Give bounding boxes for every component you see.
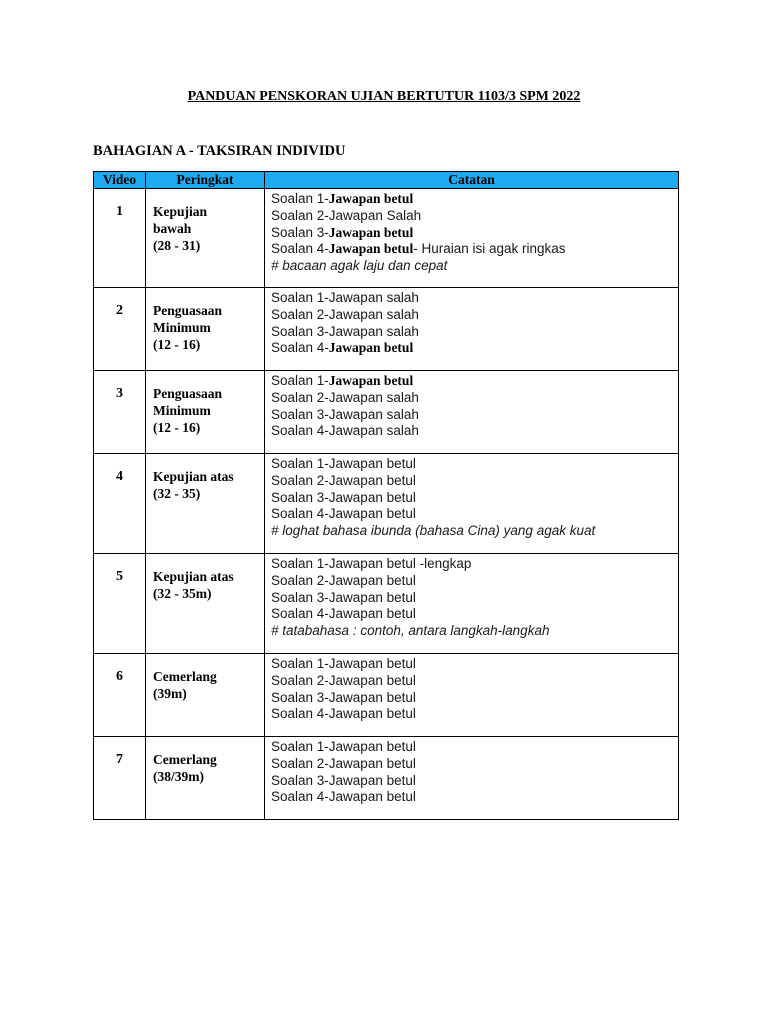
note-prefix: Soalan 4-Jawapan betul xyxy=(271,506,416,522)
grade-line: (28 - 31) xyxy=(153,238,201,253)
note-prefix: Soalan 2-Jawapan salah xyxy=(271,389,419,405)
note-answer-bold: Jawapan betul xyxy=(328,191,414,206)
header-video: Video xyxy=(94,172,146,189)
note-prefix: Soalan 3-Jawapan salah xyxy=(271,406,419,422)
note-line xyxy=(271,307,674,324)
grade-cell xyxy=(146,189,265,288)
note-prefix: Soalan 4-Jawapan betul xyxy=(271,706,416,722)
note-line xyxy=(271,456,674,473)
header-notes: Catatan xyxy=(265,172,679,189)
notes-cell xyxy=(265,654,679,737)
video-number: 6 xyxy=(94,654,146,737)
remark-line: # bacaan agak laju dan cepat xyxy=(271,258,448,274)
note-prefix: Soalan 1- xyxy=(271,191,329,206)
note-prefix: Soalan 4-Jawapan betul xyxy=(271,789,416,805)
video-number: 5 xyxy=(94,554,146,654)
note-line xyxy=(271,191,674,208)
note-answer-bold: Jawapan betul xyxy=(328,241,414,257)
grade-line: (32 - 35m) xyxy=(153,586,212,601)
notes-cell xyxy=(265,371,679,454)
note-prefix: Soalan 4- xyxy=(271,340,329,356)
note-prefix: Soalan 1- xyxy=(271,373,329,388)
note-prefix: Soalan 3-Jawapan betul xyxy=(271,772,416,788)
note-prefix: Soalan 4-Jawapan betul xyxy=(271,606,416,622)
note-answer-bold: Jawapan betul xyxy=(328,224,414,240)
note-line xyxy=(271,506,674,523)
remark-line: # tatabahasa : contoh, antara langkah-langkah xyxy=(271,623,550,639)
grade-line: (32 - 35) xyxy=(153,486,201,501)
grade-line: (12 - 16) xyxy=(153,337,201,352)
note-prefix: Soalan 1-Jawapan betul -lengkap xyxy=(271,556,472,571)
note-line xyxy=(271,473,674,490)
grade-line: (38/39m) xyxy=(153,769,204,784)
note-line xyxy=(271,208,674,225)
grade-cell xyxy=(146,454,265,554)
note-answer-bold: Jawapan betul xyxy=(328,340,414,356)
note-line xyxy=(271,290,674,307)
grade-line: Cemerlang xyxy=(153,752,217,767)
grade-line: Kepujian xyxy=(153,204,208,219)
notes-cell xyxy=(265,288,679,371)
note-line xyxy=(271,756,674,773)
table-row xyxy=(94,454,679,554)
notes-cell xyxy=(265,454,679,554)
grade-cell xyxy=(146,288,265,371)
note-prefix: Soalan 1-Jawapan betul xyxy=(271,456,416,471)
note-line xyxy=(271,324,674,341)
note-prefix: Soalan 2-Jawapan salah xyxy=(271,306,419,322)
grade-line: Minimum xyxy=(153,403,211,418)
grade-cell xyxy=(146,371,265,454)
grade-cell xyxy=(146,737,265,820)
note-line xyxy=(271,590,674,607)
document-title: PANDUAN PENSKORAN UJIAN BERTUTUR 1103/3 SPM 2022 xyxy=(187,89,581,104)
note-line xyxy=(271,241,674,258)
note-prefix: Soalan 1-Jawapan betul xyxy=(271,656,416,671)
grade-line: Penguasaan xyxy=(153,386,223,401)
header-grade: Peringkat xyxy=(146,172,265,189)
grade-line: Penguasaan xyxy=(153,303,223,318)
grade-cell xyxy=(146,654,265,737)
note-prefix: Soalan 3-Jawapan betul xyxy=(271,489,416,505)
grade-line: Kepujian atas xyxy=(153,469,234,484)
note-prefix: Soalan 3-Jawapan salah xyxy=(271,323,419,339)
note-line xyxy=(271,407,674,424)
note-prefix: Soalan 3- xyxy=(271,224,329,240)
table-row xyxy=(94,737,679,820)
note-line xyxy=(271,340,674,357)
grade-line: Minimum xyxy=(153,320,211,335)
note-answer-bold: Jawapan betul xyxy=(328,373,414,388)
grade-line: Kepujian atas xyxy=(153,569,234,584)
note-line xyxy=(271,423,674,440)
grade-line: (12 - 16) xyxy=(153,420,201,435)
note-line xyxy=(271,706,674,723)
table-row xyxy=(94,189,679,288)
note-line xyxy=(271,225,674,242)
grade-cell xyxy=(146,554,265,654)
note-line xyxy=(271,606,674,623)
grade-line: Cemerlang xyxy=(153,669,217,684)
note-line xyxy=(271,773,674,790)
grade-line: (39m) xyxy=(153,686,187,701)
note-prefix: Soalan 1-Jawapan betul xyxy=(271,739,416,754)
note-prefix: Soalan 4- xyxy=(271,241,329,257)
note-prefix: Soalan 2-Jawapan Salah xyxy=(271,207,422,223)
video-number: 4 xyxy=(94,454,146,554)
note-prefix: Soalan 1-Jawapan salah xyxy=(271,290,419,305)
note-prefix: Soalan 2-Jawapan betul xyxy=(271,672,416,688)
scoring-table xyxy=(93,171,679,820)
section-heading: BAHAGIAN A - TAKSIRAN INDIVIDU xyxy=(93,143,346,159)
note-prefix: Soalan 2-Jawapan betul xyxy=(271,572,416,588)
table-row xyxy=(94,554,679,654)
note-prefix: Soalan 3-Jawapan betul xyxy=(271,589,416,605)
note-prefix: Soalan 2-Jawapan betul xyxy=(271,755,416,771)
remark-line: # loghat bahasa ibunda (bahasa Cina) yang agak kuat xyxy=(271,523,596,539)
video-number: 1 xyxy=(94,189,146,288)
video-number: 7 xyxy=(94,737,146,820)
notes-cell xyxy=(265,189,679,288)
note-prefix: Soalan 4-Jawapan salah xyxy=(271,423,419,439)
note-line xyxy=(271,739,674,756)
note-line xyxy=(271,789,674,806)
note-prefix: Soalan 2-Jawapan betul xyxy=(271,472,416,488)
video-number: 2 xyxy=(94,288,146,371)
table-header-row xyxy=(94,172,679,189)
note-line xyxy=(271,373,674,390)
note-line xyxy=(271,573,674,590)
note-line xyxy=(271,673,674,690)
note-line xyxy=(271,490,674,507)
video-number: 3 xyxy=(94,371,146,454)
note-line xyxy=(271,390,674,407)
table-row xyxy=(94,288,679,371)
note-line xyxy=(271,556,674,573)
note-line xyxy=(271,690,674,707)
note-prefix: Soalan 3-Jawapan betul xyxy=(271,689,416,705)
notes-cell xyxy=(265,737,679,820)
notes-cell xyxy=(265,554,679,654)
note-suffix: - Huraian isi agak ringkas xyxy=(413,241,566,257)
table-row xyxy=(94,654,679,737)
note-line xyxy=(271,656,674,673)
table-row xyxy=(94,371,679,454)
grade-line: bawah xyxy=(153,221,192,236)
